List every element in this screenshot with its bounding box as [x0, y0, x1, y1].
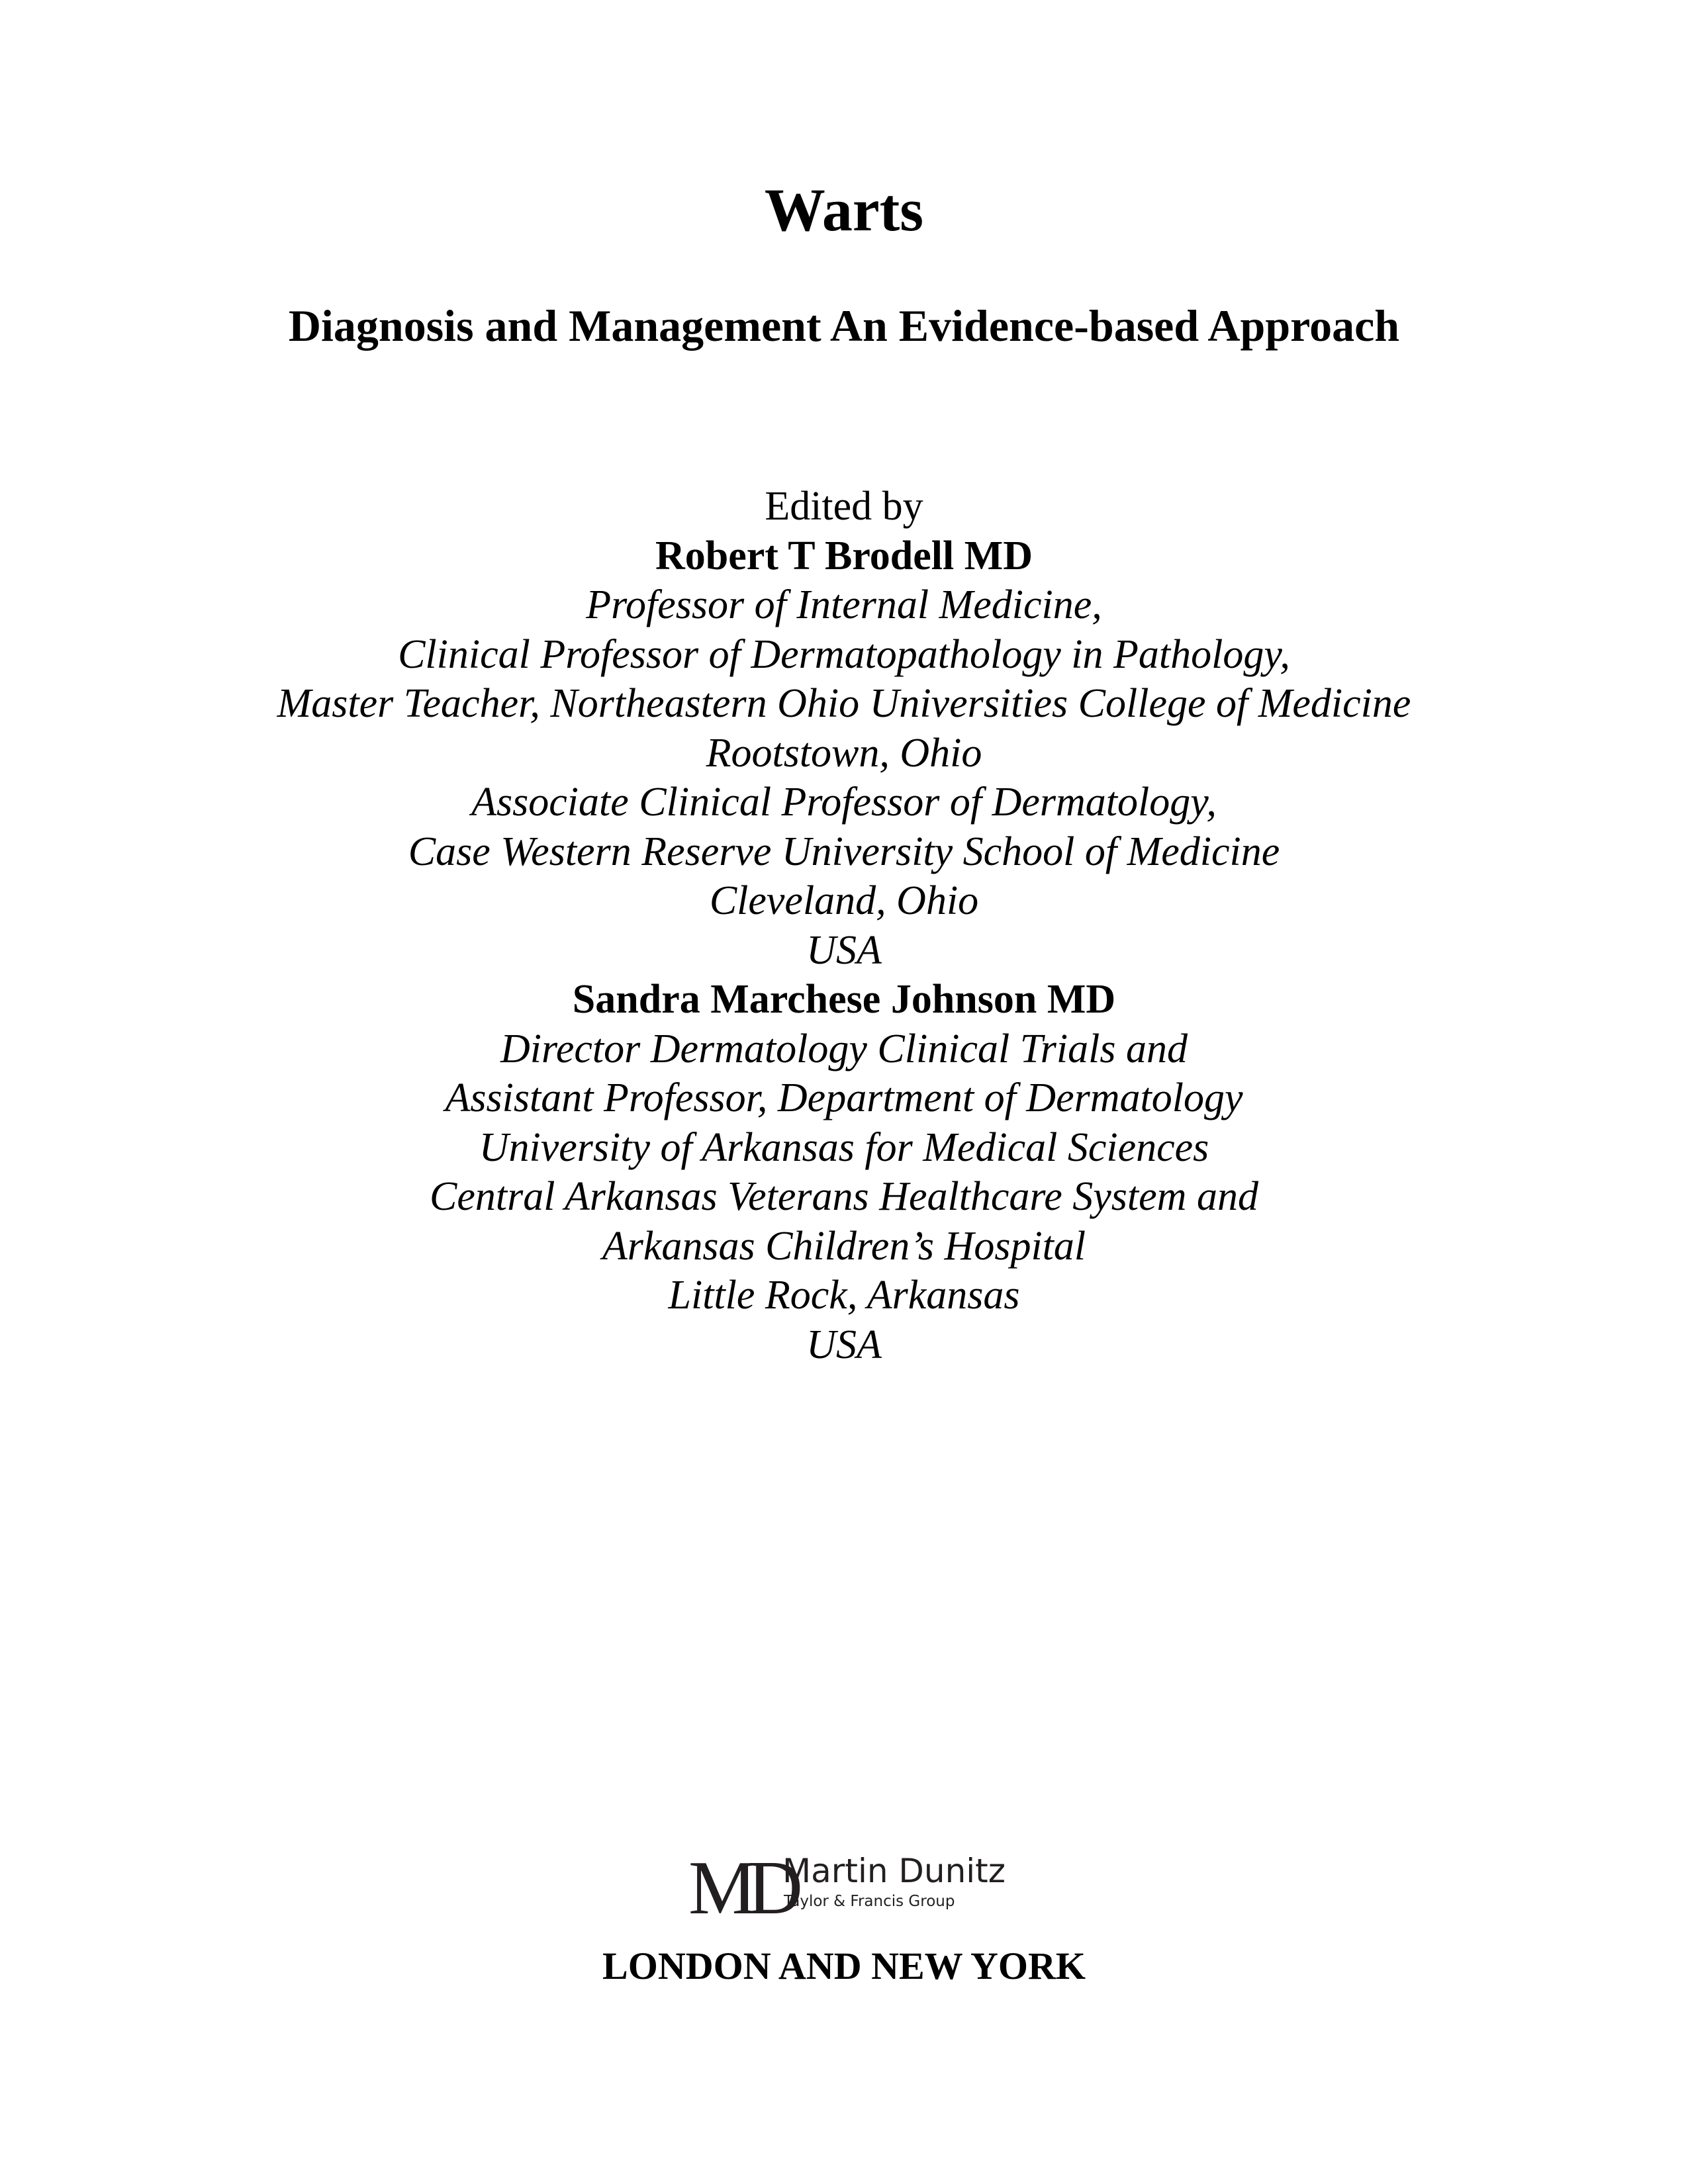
editor-name-brodell: Robert T Brodell MD — [655, 533, 1033, 578]
publisher-name: Martin Dunitz — [782, 1852, 1006, 1890]
publisher-place: LONDON AND NEW YORK — [602, 1944, 1086, 1987]
affiliation-line: University of Arkansas for Medical Sciences — [479, 1124, 1209, 1170]
publisher-logo-mark: MD — [688, 1846, 794, 1931]
book-subtitle: Diagnosis and Management An Evidence-based Approach — [288, 300, 1400, 351]
affiliation-line: Clinical Professor of Dermatopathology in Pathology, — [398, 631, 1290, 677]
publisher-logo — [688, 1846, 1006, 1931]
affiliation-line: Associate Clinical Professor of Dermatology, — [471, 780, 1217, 825]
affiliation-line: Central Arkansas Veterans Healthcare System and — [430, 1174, 1258, 1219]
affiliation-line: Case Western Reserve University School of Medicine — [408, 829, 1280, 874]
edited-by-label: Edited by — [765, 484, 923, 529]
affiliation-line: Cleveland, Ohio — [709, 878, 979, 923]
affiliation-line: Professor of Internal Medicine, — [586, 582, 1102, 627]
book-title: Warts — [764, 176, 924, 244]
affiliation-line: Master Teacher, Northeastern Ohio Universities College of Medicine — [277, 681, 1411, 726]
affiliation-line: Assistant Professor, Department of Dermatology — [445, 1075, 1243, 1120]
editor-name-johnson: Sandra Marchese Johnson MD — [572, 977, 1116, 1022]
affiliation-line: USA — [806, 1322, 882, 1367]
affiliation-line: Little Rock, Arkansas — [668, 1273, 1020, 1318]
affiliation-line: Arkansas Children’s Hospital — [602, 1223, 1086, 1269]
editor-credits — [0, 482, 1688, 1369]
affiliation-line: Rootstown, Ohio — [706, 730, 982, 776]
affiliation-line: Director Dermatology Clinical Trials and — [500, 1026, 1188, 1071]
affiliation-line: USA — [806, 927, 882, 973]
publisher-group: Taylor & Francis Group — [784, 1893, 955, 1910]
